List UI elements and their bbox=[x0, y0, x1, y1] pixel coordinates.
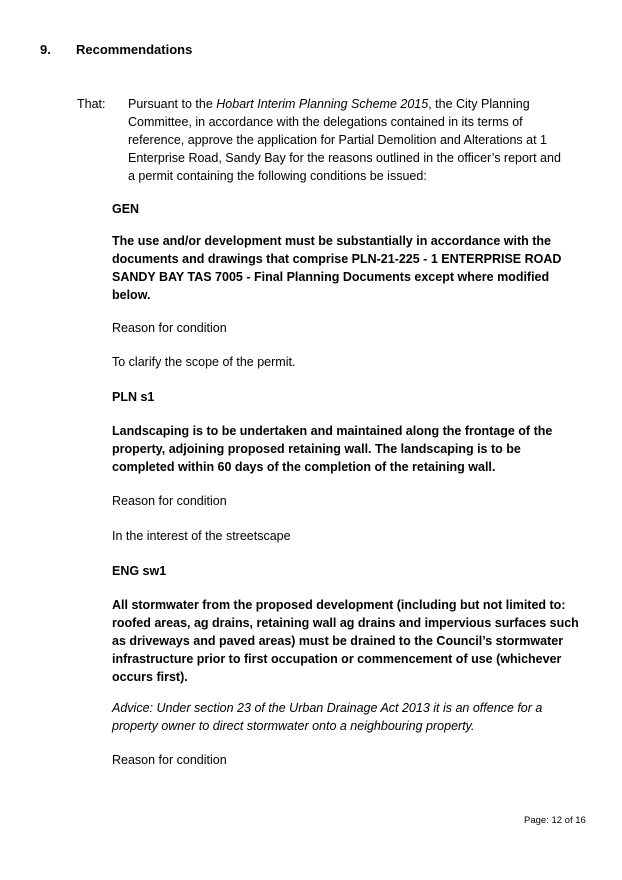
reason-label-gen: Reason for condition bbox=[112, 321, 227, 335]
intro-post: , the City Planning Committee, in accordance with the delegations contained in its terms of reference, approve the application for Partial Demolition and Alterations at 1 Enterprise Road, Sandy Bay for the reasons outlined in the officer’s report and a permit containing the following conditions be issued: bbox=[128, 97, 561, 183]
resolution-intro bbox=[128, 95, 568, 185]
reason-label-pln-s1: Reason for condition bbox=[112, 494, 227, 508]
that-label: That: bbox=[77, 97, 106, 111]
condition-text-eng-sw1: All stormwater from the proposed development (including but not limited to: roofed areas, ag drains, retaining wall ag drains and impervious surfaces such as driveways and paved areas) must be drained to the Council’s stormwater infrastructure prior to first occupation or commencement of use (whichever occurs first). bbox=[112, 598, 579, 684]
section-number: 9. bbox=[40, 42, 51, 57]
condition-text-pln-s1: Landscaping is to be undertaken and maintained along the frontage of the property, adjoining proposed retaining wall. The landscaping is to be completed within 60 days of the completion of the retaining wall. bbox=[112, 424, 553, 474]
reason-label-eng-sw1: Reason for condition bbox=[112, 753, 227, 767]
condition-code-eng-sw1: ENG sw1 bbox=[112, 564, 167, 578]
condition-code-pln-s1: PLN s1 bbox=[112, 390, 155, 404]
reason-text-pln-s1: In the interest of the streetscape bbox=[112, 529, 291, 543]
condition-code-gen: GEN bbox=[112, 202, 140, 216]
intro-pre: Pursuant to the bbox=[128, 97, 217, 111]
page-number: Page: 12 of 16 bbox=[524, 815, 586, 826]
condition-text-gen: The use and/or development must be substantially in accordance with the documents and drawings that comprise PLN-21-225 - 1 ENTERPRISE ROAD SANDY BAY TAS 7005 - Final Planning Documents except where modified below. bbox=[112, 234, 562, 302]
reason-text-gen: To clarify the scope of the permit. bbox=[112, 355, 296, 369]
planning-scheme-name: Hobart Interim Planning Scheme 2015 bbox=[216, 97, 429, 111]
advice-text-eng-sw1: Advice: Under section 23 of the Urban Drainage Act 2013 it is an offence for a property owner to direct stormwater onto a neighbouring property. bbox=[112, 701, 543, 733]
section-title: Recommendations bbox=[76, 42, 193, 57]
